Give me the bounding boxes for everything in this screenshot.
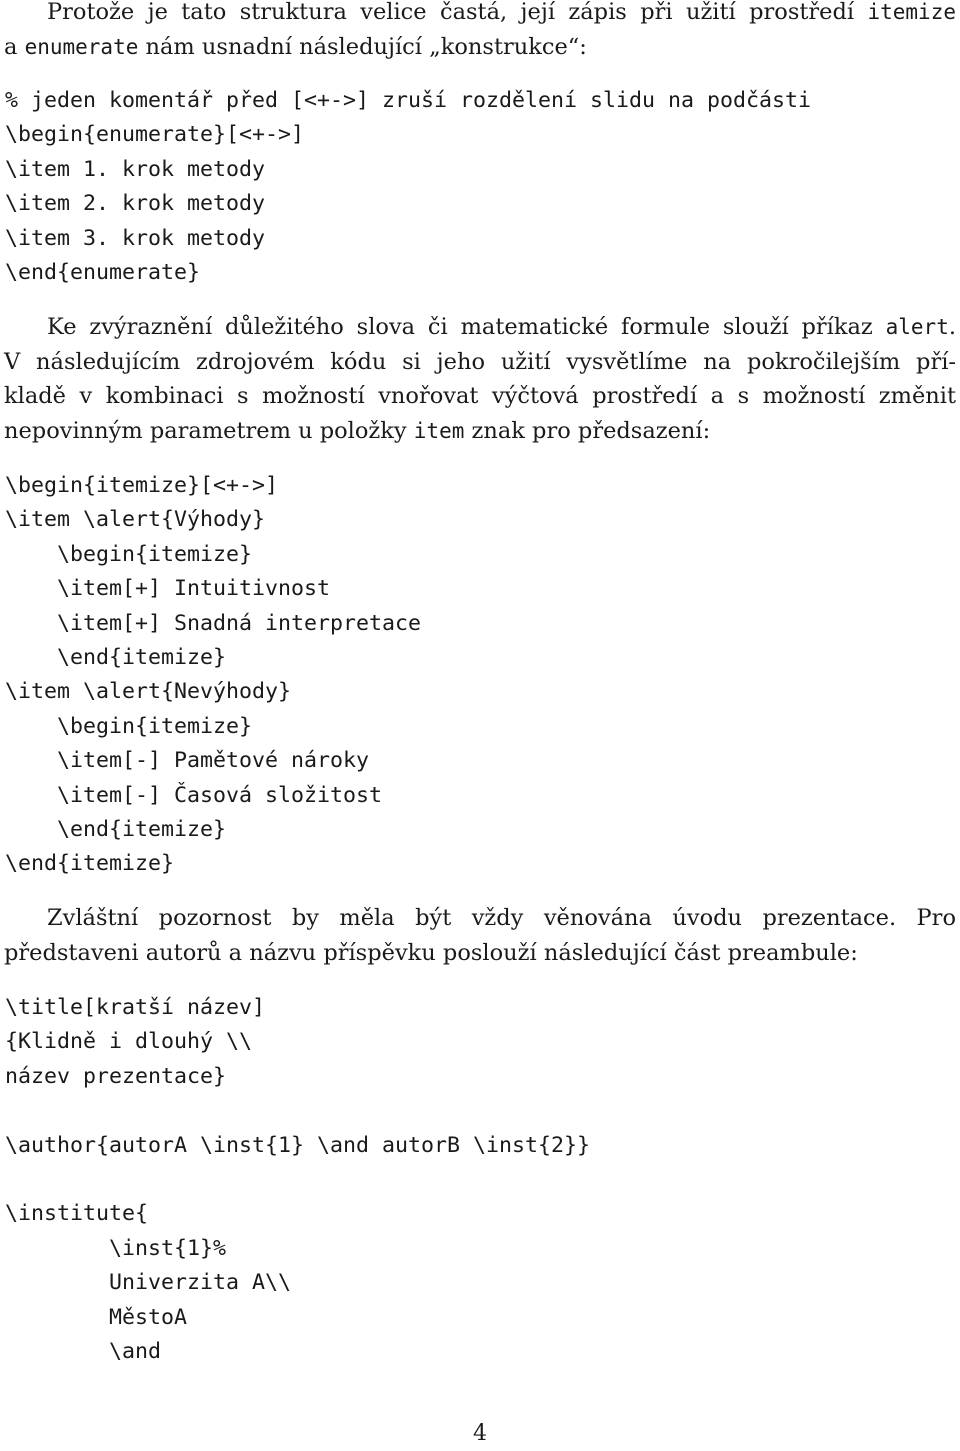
alert-paragraph (4, 310, 956, 448)
paragraph-line: kladě v kombinaci s možností vnořovat výčtová prostředí a s možností změnit (4, 383, 956, 409)
code-line: \author{autorA \inst{1} \and autorB \inst{2}} (5, 1132, 591, 1158)
inline-code: alert (885, 315, 949, 339)
code-line: \begin{itemize} (5, 713, 253, 739)
paragraph-text: nepovinným parametrem u položky (4, 417, 414, 444)
code-line: \item 1. krok metody (5, 156, 266, 182)
code-line: \inst{1}% (5, 1235, 227, 1261)
paragraph-text: Protože je tato struktura velice častá, její zápis při užití prostředí (47, 0, 868, 25)
title-paragraph (4, 901, 956, 970)
code-line: \item[-] Časová složitost (5, 782, 383, 808)
code-line: \item[+] Snadná interpretace (5, 610, 422, 636)
code-line (5, 1094, 590, 1128)
code-line: MěstoA (5, 1304, 188, 1330)
paragraph-line: představeni autorů a názvu příspěvku poslouží následující část preambule: (4, 939, 858, 966)
paragraph-line (4, 30, 956, 65)
code-line: \begin{enumerate}[<+->] (5, 122, 305, 148)
code-block-preamble (5, 991, 590, 1369)
code-line: \end{itemize} (5, 644, 227, 670)
paragraph-text: znak pro předsazení: (464, 417, 711, 444)
code-line: {Klidně i dlouhý \\ (5, 1029, 253, 1055)
code-line: název prezentace} (5, 1063, 227, 1089)
code-block-itemize (5, 469, 421, 882)
paragraph-text: nám usnadní následující „konstrukce“: (138, 33, 587, 60)
paragraph-line (4, 414, 956, 449)
code-line: \begin{itemize}[<+->] (5, 473, 279, 498)
page-number: 4 (473, 1421, 487, 1446)
paragraph-text: Ke zvýraznění důležitého slova či matematické formule slouží příkaz (47, 314, 886, 340)
inline-code: itemize (867, 0, 956, 24)
code-line: \and (5, 1338, 162, 1364)
code-line: \item \alert{Výhody} (5, 507, 266, 533)
code-line (5, 1163, 590, 1197)
code-line: \item 3. krok metody (5, 225, 266, 251)
inline-code: enumerate (24, 34, 139, 59)
code-line: \item 2. krok metody (5, 191, 266, 217)
code-line: \item[-] Pamětové nároky (5, 748, 370, 774)
paragraph-text: a (4, 33, 25, 60)
paragraph-line: V následujícím zdrojovém kódu si jeho užití vysvětlíme na pokročilejším pří- (4, 348, 956, 375)
intro-paragraph (4, 0, 956, 64)
code-line: \begin{itemize} (5, 541, 253, 567)
code-line: % jeden komentář před [<+->] zruší rozdělení slidu na podčásti (5, 88, 812, 113)
paragraph-line: Zvláštní pozornost by měla být vždy věnována úvodu prezentace. Pro (47, 905, 956, 931)
inline-code: item (413, 418, 465, 443)
code-line: \title[kratší název] (5, 995, 266, 1020)
code-line: \item \alert{Nevýhody} (5, 679, 292, 705)
code-line: \item[+] Intuitivnost (5, 576, 331, 602)
code-line: Univerzita A\\ (5, 1270, 292, 1296)
paragraph-line (4, 310, 956, 345)
code-block-enumerate (5, 84, 811, 290)
code-line: \end{enumerate} (5, 259, 201, 285)
paragraph-line (4, 0, 956, 30)
code-line: \end{itemize} (5, 851, 175, 877)
code-line: \end{itemize} (5, 816, 227, 842)
code-line: \institute{ (5, 1201, 149, 1227)
paragraph-text: . (948, 314, 956, 340)
